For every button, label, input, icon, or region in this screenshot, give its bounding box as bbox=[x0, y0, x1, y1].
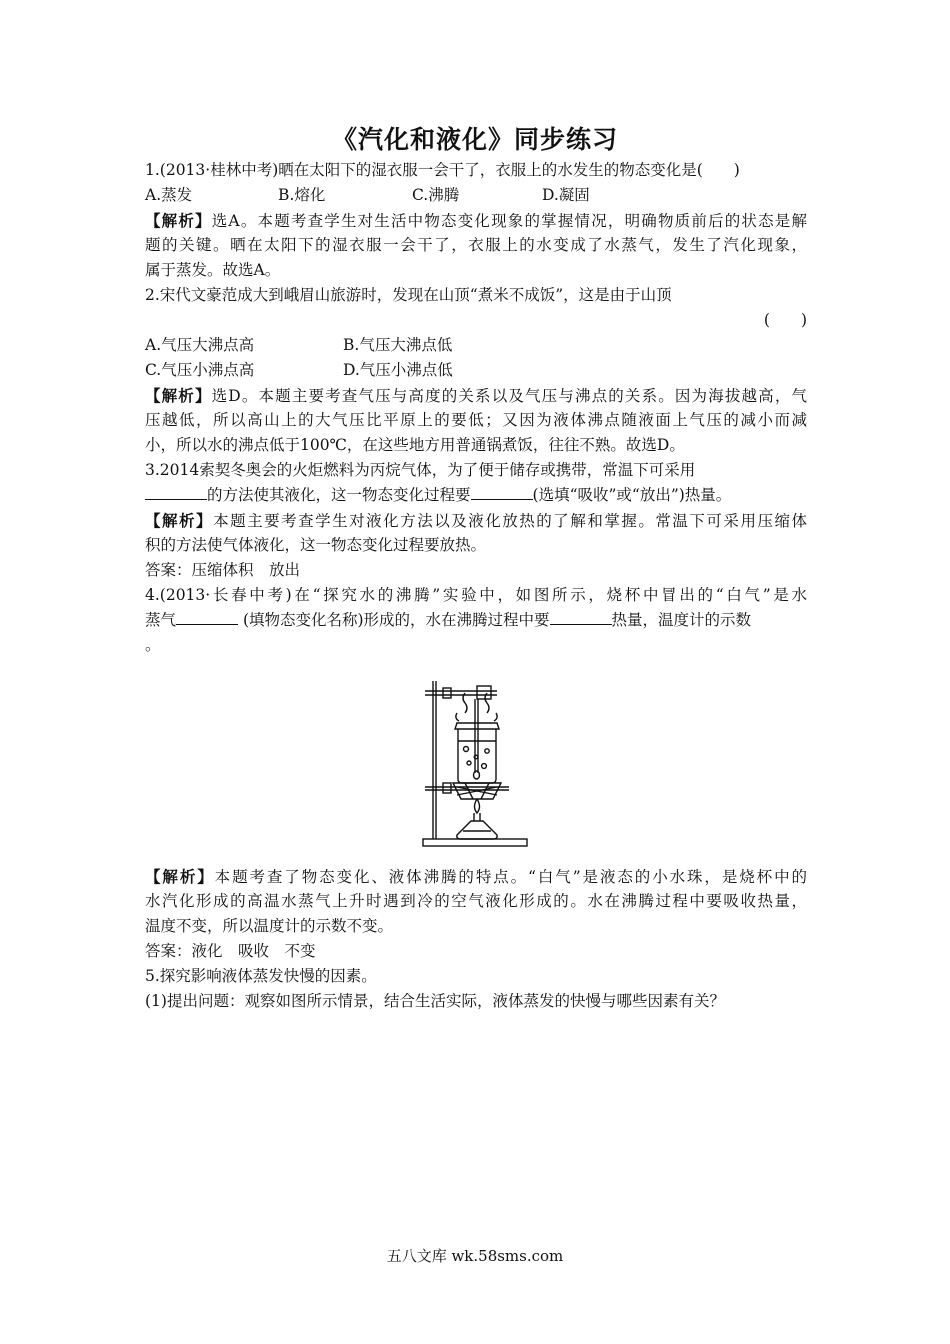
q4-stem-text2a: 蒸气 bbox=[145, 611, 177, 629]
fill-blank bbox=[471, 485, 533, 500]
q2-option-c: C.气压小沸点高 bbox=[145, 361, 255, 379]
q1-analysis-line1 bbox=[145, 208, 807, 233]
q1-option-a: A.蒸发 bbox=[145, 186, 193, 204]
q3-analysis-line2: 积的方法使气体液化，这一物态变化过程要放热。 bbox=[145, 536, 487, 554]
q2-stem: 2.宋代文豪范成大到峨眉山旅游时，发现在山顶“煮米不成饭”，这是由于山顶 bbox=[145, 286, 672, 304]
q2-answer-paren: ( ) bbox=[763, 311, 807, 329]
q3-stem-line1: 3.2014索契冬奥会的火炬燃料为丙烷气体，为了便于储存或携带，常温下可采用 bbox=[145, 461, 696, 479]
q4-analysis-line3: 温度不变，所以温度计的示数不变。 bbox=[145, 917, 394, 935]
boiling-experiment-figure bbox=[145, 666, 807, 856]
analysis-tag: 【解析】 bbox=[145, 386, 212, 405]
q2-option-a: A.气压大沸点高 bbox=[145, 336, 255, 354]
q2-options-row2 bbox=[145, 358, 807, 383]
fill-blank bbox=[550, 610, 612, 625]
q5-stem: 5.探究影响液体蒸发快慢的因素。 bbox=[145, 967, 377, 985]
q4-stem-text2c: 热量，温度计的示数 bbox=[611, 611, 752, 629]
q1-analysis-line2: 题的关键。晒在太阳下的湿衣服一会干了，衣服上的水变成了水蒸气，发生了汽化现象， bbox=[145, 236, 807, 254]
q4-analysis-line1 bbox=[145, 864, 807, 889]
q2-analysis-line3: 小，所以水的沸点低于100℃，在这些地方用普通锅煮饭，往往不熟。故选D。 bbox=[145, 436, 685, 454]
q5-sub1: (1)提出问题：观察如图所示情景，结合生活实际，液体蒸发的快慢与哪些因素有关？ bbox=[145, 992, 725, 1010]
q4-analysis-text1: 本题考查了物态变化、液体沸腾的特点。“白气”是液态的小水珠，是烧杯中的 bbox=[214, 868, 807, 886]
q3-stem-line2 bbox=[145, 483, 807, 508]
q1-analysis-text1: 选A。本题考查学生对生活中物态变化现象的掌握情况，明确物质前后的状态是解 bbox=[211, 212, 807, 230]
q2-analysis-text1: 选D。本题主要考查气压与高度的关系以及气压与沸点的关系。因为海拔越高，气 bbox=[211, 387, 807, 405]
page-title: 《汽化和液化》同步练习 bbox=[331, 125, 618, 154]
q4-stem-text2b: (填物态变化名称)形成的，水在沸腾过程中要 bbox=[238, 611, 550, 629]
q2-option-d: D.气压小沸点低 bbox=[343, 361, 453, 379]
analysis-tag: 【解析】 bbox=[145, 511, 214, 530]
q3-stem-text2a: 的方法使其液化，这一物态变化过程要 bbox=[207, 486, 471, 504]
q1-stem: 1.(2013·桂林中考)晒在太阳下的湿衣服一会干了，衣服上的水发生的物态变化是( ) bbox=[145, 161, 740, 179]
fill-blank bbox=[176, 610, 238, 625]
q1-option-b: B.熔化 bbox=[278, 186, 326, 204]
q2-analysis-line1 bbox=[145, 383, 807, 408]
q4-stem-line3: 。 bbox=[145, 636, 161, 654]
fill-blank bbox=[145, 485, 207, 500]
q1-analysis-line3: 属于蒸发。故选A。 bbox=[145, 261, 281, 279]
q3-stem-text2b: (选填“吸收”或“放出”)热量。 bbox=[532, 486, 732, 504]
q1-options bbox=[145, 183, 807, 208]
q3-answer: 答案：压缩体积 放出 bbox=[145, 561, 301, 579]
q4-analysis-line2: 水汽化形成的高温水蒸气上升时遇到冷的空气液化形成的。水在沸腾过程中要吸收热量， bbox=[145, 892, 807, 910]
q1-option-c: C.沸腾 bbox=[412, 186, 460, 204]
q2-options-row1 bbox=[145, 333, 807, 358]
q2-option-b: B.气压大沸点低 bbox=[343, 336, 453, 354]
q1-option-d: D.凝固 bbox=[542, 186, 590, 204]
q2-analysis-line2: 压越低，所以高山上的大气压比平原上的要低；又因为液体沸点随液面上气压的减小而减 bbox=[145, 411, 807, 429]
q3-analysis-line1 bbox=[145, 508, 807, 533]
analysis-tag: 【解析】 bbox=[145, 867, 215, 886]
analysis-tag: 【解析】 bbox=[145, 211, 212, 230]
document-body bbox=[145, 158, 807, 1014]
q4-stem-line1: 4.(2013·长春中考)在“探究水的沸腾”实验中，如图所示，烧杯中冒出的“白气”是水 bbox=[145, 586, 807, 604]
q3-analysis-text1: 本题主要考查学生对液化方法以及液化放热的了解和掌握。常温下可采用压缩体 bbox=[213, 512, 807, 530]
boiling-apparatus-illustration bbox=[421, 671, 531, 851]
page-footer: 五八文库 wk.58sms.com bbox=[386, 1247, 564, 1265]
q4-answer: 答案：液化 吸收 不变 bbox=[145, 942, 316, 960]
q4-stem-line2 bbox=[145, 608, 807, 633]
